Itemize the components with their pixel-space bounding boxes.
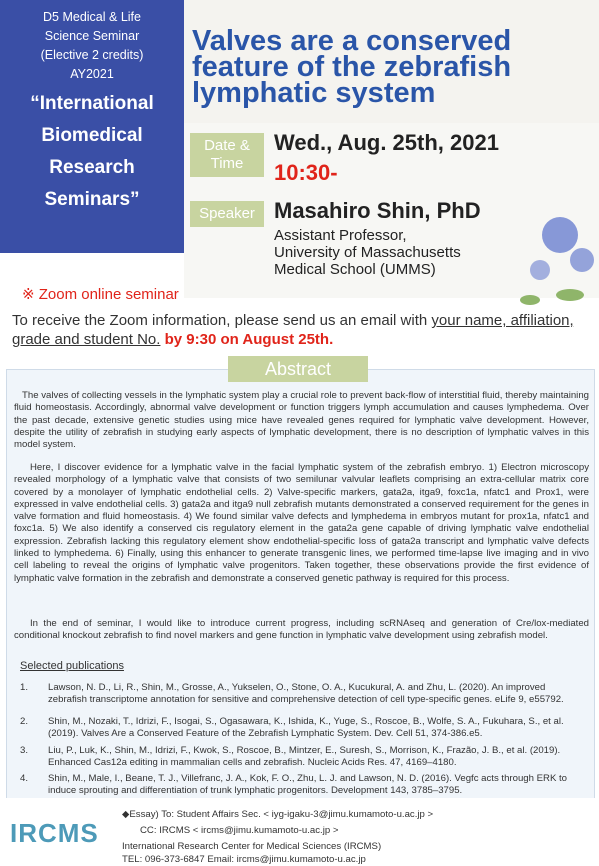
- tag-text: Time: [210, 155, 244, 172]
- seminar-line: AY2021: [70, 67, 114, 81]
- seminar-line: D5 Medical & Life: [43, 10, 141, 24]
- date-time-tag: [190, 133, 264, 177]
- publication-text: Shin, M., Nozaki, T., Idrizi, F., Isogai, S., Ogasawara, K., Ishida, K., Yuge, S., Roscoe, B., Wolfe, S. A., Fukuhara, S., et al. (2019). Valves Are a Conserved Feature of the Zebrafish Lymphatic System. Dev. Cell 51, 374-386.e5.: [48, 716, 564, 740]
- abstract-paragraph: The valves of collecting vessels in the lymphatic system play a crucial role to prevent back-flow of interstitial fluid, thereby maintaining fluid homeostasis. Accordingly, abnormal valve development or function triggers lymph accumulation and causes lymphedema. Over the past decade, extensive genetic studies using mice have revealed genes required for lymphatic valve development. However, despite the utility of zebrafish in studying early aspects of lymphatic development, there is no description of lymphatic valves in this model system.: [14, 390, 589, 451]
- publication-text: Lawson, N. D., Li, R., Shin, M., Grosse, A., Yukselen, O., Stone, O. A., Kucukural, A. and Zhu, L. (2020). An improved zebrafish transcriptome annotation for sensitive and comprehensive detection of cell type-specific genes. eLife 9, e55792.: [48, 682, 564, 706]
- flower-decoration-icon: [500, 200, 599, 320]
- seminar-info-box: [0, 0, 184, 253]
- publication-item: [20, 745, 586, 770]
- speaker-affiliation: [274, 227, 504, 278]
- speaker-tag: Speaker: [190, 201, 264, 227]
- abstract-heading: Abstract: [228, 356, 368, 382]
- contact-info: TEL: 096-373-6847 Email: ircms@jimu.kumamoto-u.ac.jp: [122, 854, 366, 865]
- essay-contact: ◆Essay) To: Student Affairs Sec. < iyg-igaku-3@jimu.kumamoto-u.ac.jp >: [122, 809, 434, 820]
- publication-number: 4.: [20, 773, 29, 784]
- publication-item: [20, 682, 586, 707]
- seminar-name: Biomedical: [41, 125, 143, 146]
- abstract-paragraph: In the end of seminar, I would like to introduce current progress, including scRNAseq and generation of Cre/lox-mediated conditional knockout zebrafish to find novel markers and gene function in lymphatic valve development using zebrafish model.: [14, 618, 589, 642]
- zoom-deadline: by 9:30 on August 25th.: [160, 331, 334, 348]
- publication-number: 1.: [20, 682, 29, 693]
- cc-contact: CC: IRCMS < ircms@jimu.kumamoto-u.ac.jp >: [140, 825, 339, 836]
- publication-item: [20, 716, 586, 741]
- zoom-instruction-text: To receive the Zoom information, please send us an email with: [12, 312, 432, 329]
- publications-heading: Selected publications: [20, 660, 124, 672]
- seminar-name: Seminars”: [44, 189, 140, 210]
- zoom-online-notice: ※ Zoom online seminar: [22, 286, 179, 303]
- speaker-name: Masahiro Shin, PhD: [274, 198, 481, 223]
- tag-text: Date &: [204, 137, 250, 154]
- publication-text: Liu, P., Luk, K., Shin, M., Idrizi, F., Kwok, S., Roscoe, B., Mintzer, E., Suresh, S., Morrison, K., Frazão, J. B., et al. (2019). Enhanced Cas12a editing in mammalian cells and zebrafish. Nucleic Acids Res. 47, 4169–4180.: [48, 745, 561, 769]
- publication-text: Shin, M., Male, I., Beane, T. J., Villefranc, J. A., Kok, F. O., Zhu, L. J. and Lawson, N. D. (2016). Vegfc acts through ERK to induce sprouting and differentiation of trunk lymphatic progenitors. Development 143, 3785–3795.: [48, 773, 568, 797]
- affiliation-line: Assistant Professor,: [274, 227, 407, 244]
- affiliation-line: Medical School (UMMS): [274, 261, 436, 278]
- affiliation-line: University of Massachusetts: [274, 244, 461, 261]
- page-title: [192, 25, 592, 109]
- ircms-logo: IRCMS: [10, 818, 99, 848]
- zoom-required-info: your name, affiliation, grade and student No.: [12, 312, 574, 348]
- organization-name: International Research Center for Medical Sciences (IRCMS): [122, 841, 382, 852]
- abstract-paragraph: Here, I discover evidence for a lymphatic valve in the facial lymphatic system of the zebrafish embryo. 1) Electron microscopy revealed morphology of a lymphatic valve that consists of two semilunar valvular leaflets comprising an extra-cellular matrix core covered by a monolayer of lymphatic endothelial cells. 2) Valve-specific markers, gata2a, itga9, foxc1a, nfatc1 and Prox1, were expressed in valve endothelial cells. 3) gata2a and itga9 null zebrafish mutants demonstrated a conserved requirement for the genes in valve formation and fluid homeostasis. 4) We found similar valve defects and lymphedema in embryos mutant for prox1a, nfatc1 and foxc1a. 5) We also identify a conserved cis regulatory element in the gata2a gene capable of driving lymphatic valve endothelial expression. Zebrafish lacking this regulatory element show endothelial-specific loss of gata2a transcript and lymphatic valve defects linked to lymphedema. 6) Finally, using this enhancer to generate transgenic lines, we performed time-lapse live imaging and in vivo cell labeling to reveal the origins of lymphatic valve progenitors. Taken together, these observations provide the first evidence of lymphatic valve formation in the zebrafish and demonstrate a conserved genetic pathway is required for this process.: [14, 462, 589, 584]
- zoom-instruction: [12, 311, 598, 349]
- title-line: feature of the zebrafish: [192, 51, 512, 83]
- publication-item: [20, 773, 586, 798]
- publication-number: 2.: [20, 716, 29, 727]
- title-line: lymphatic system: [192, 77, 436, 109]
- seminar-name: Research: [49, 157, 135, 178]
- seminar-line: (Elective 2 credits): [40, 48, 144, 62]
- title-line: Valves are a conserved: [192, 25, 512, 57]
- event-date: Wed., Aug. 25th, 2021: [274, 130, 499, 155]
- event-time: 10:30-: [274, 160, 338, 185]
- seminar-line: Science Seminar: [44, 29, 140, 43]
- seminar-name: “International: [30, 93, 154, 114]
- publication-number: 3.: [20, 745, 29, 756]
